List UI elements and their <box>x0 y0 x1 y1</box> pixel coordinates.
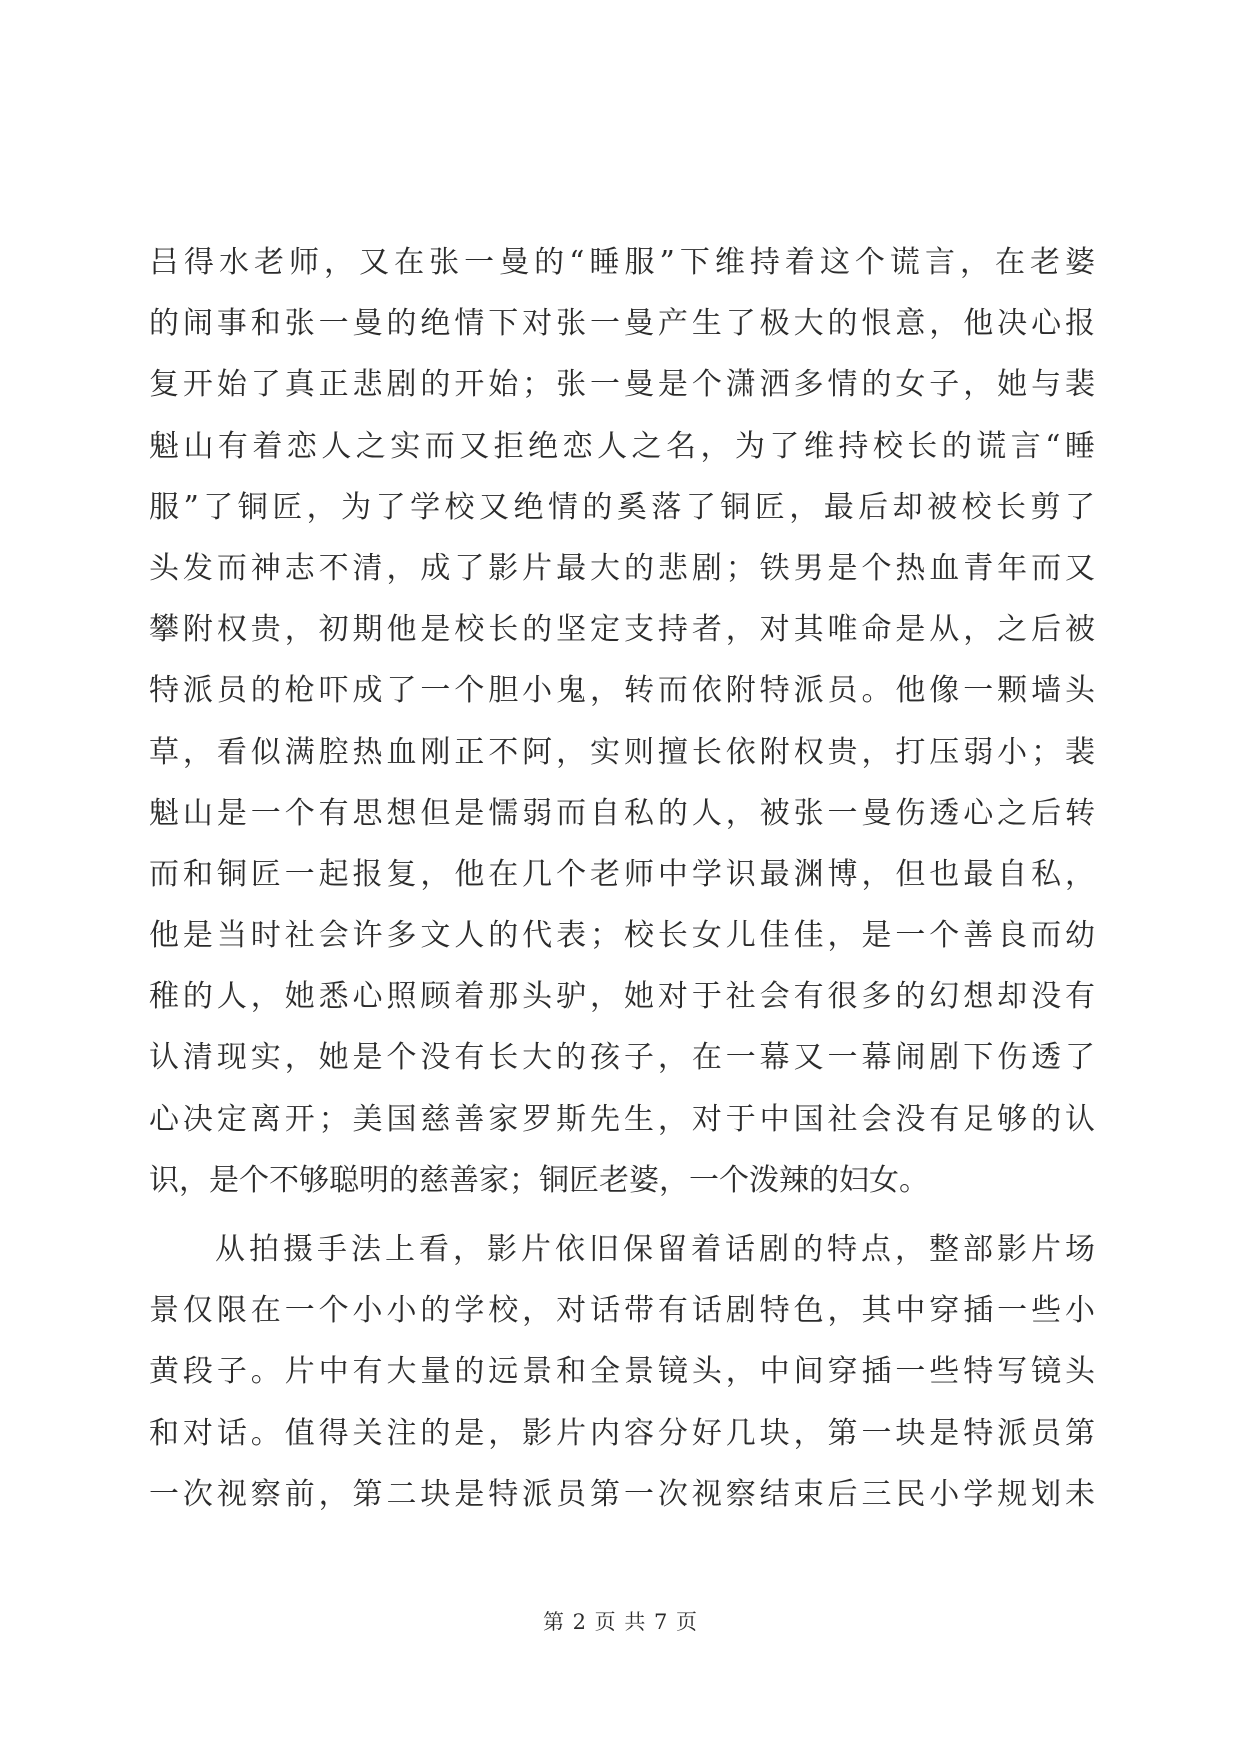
text-line: 头发而神志不清，成了影片最大的悲剧；铁男是个热血青年而又 <box>149 550 1095 586</box>
text-line: 而和铜匠一起报复，他在几个老师中学识最渊博，但也最自私， <box>149 856 1095 892</box>
paragraph-2 <box>149 1219 1095 1525</box>
paragraph-1 <box>149 232 1095 1211</box>
text-line: 服”了铜匠，为了学校又绝情的奚落了铜匠，最后却被校长剪了 <box>149 489 1095 525</box>
text-line: 认清现实，她是个没有长大的孩子，在一幕又一幕闹剧下伤透了 <box>149 1040 1095 1076</box>
body-text <box>149 232 1095 1525</box>
text-line: 一次视察前，第二块是特派员第一次视察结束后三民小学规划未 <box>149 1476 1095 1512</box>
text-line: 从拍摄手法上看，影片依旧保留着话剧的特点，整部影片场 <box>215 1232 1095 1267</box>
text-line: 心决定离开；美国慈善家罗斯先生，对于中国社会没有足够的认 <box>149 1101 1095 1137</box>
text-line: 草，看似满腔热血刚正不阿，实则擅长依附权贵，打压弱小；裴 <box>149 734 1095 770</box>
text-line: 他是当时社会许多文人的代表；校长女儿佳佳，是一个善良而幼 <box>149 918 1095 954</box>
text-line: 景仅限在一个小小的学校，对话带有话剧特色，其中穿插一些小 <box>149 1293 1095 1329</box>
paragraph-gap <box>149 1211 1095 1219</box>
text-line: 魁山是一个有思想但是懦弱而自私的人，被张一曼伤透心之后转 <box>149 795 1095 831</box>
text-line: 黄段子。片中有大量的远景和全景镜头，中间穿插一些特写镜头 <box>149 1354 1095 1390</box>
text-line: 的闹事和张一曼的绝情下对张一曼产生了极大的恨意，他决心报 <box>149 306 1095 342</box>
text-line: 稚的人，她悉心照顾着那头驴，她对于社会有很多的幻想却没有 <box>149 979 1095 1015</box>
text-line: 吕得水老师，又在张一曼的“睡服”下维持着这个谎言，在老婆 <box>149 245 1095 280</box>
text-line: 和对话。值得关注的是，影片内容分好几块，第一块是特派员第 <box>149 1415 1095 1451</box>
page-number-footer: 第 2 页 共 7 页 <box>542 1610 699 1634</box>
text-line: 攀附权贵，初期他是校长的坚定支持者，对其唯命是从，之后被 <box>149 612 1095 648</box>
text-line: 魁山有着恋人之实而又拒绝恋人之名，为了维持校长的谎言“睡 <box>149 428 1095 464</box>
text-line: 识，是个不够聪明的慈善家；铜匠老婆，一个泼辣的妇女。 <box>149 1162 929 1198</box>
text-line: 特派员的枪吓成了一个胆小鬼，转而依附特派员。他像一颗墙头 <box>149 673 1095 709</box>
text-line: 复开始了真正悲剧的开始；张一曼是个潇洒多情的女子，她与裴 <box>149 367 1095 403</box>
